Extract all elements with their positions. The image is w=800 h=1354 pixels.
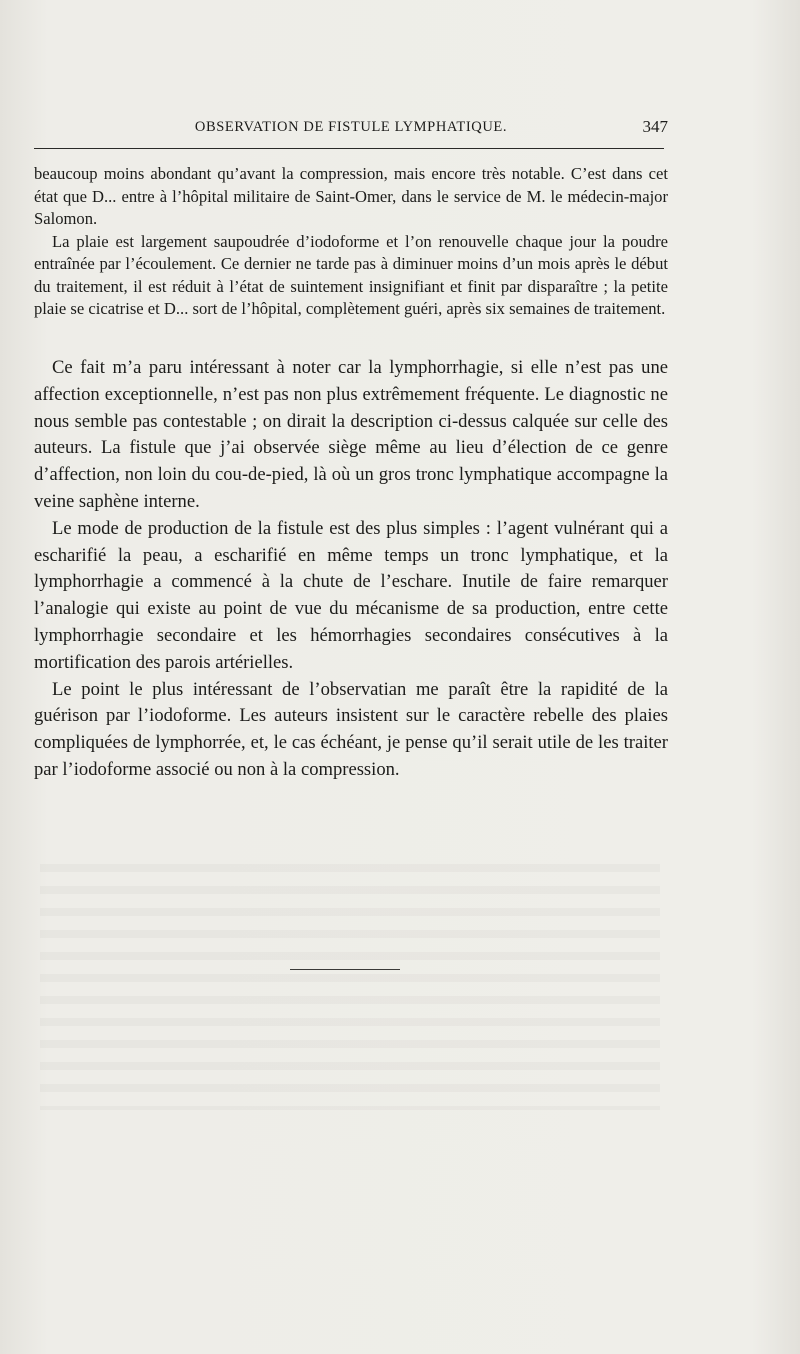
paragraph-discussion-2: Le mode de production de la fistule est des plus simples : l’agent vulnérant qui a escharifié la peau, a escharifié en même temps un tronc lymphatique, et la lymphorrhagie a commencé à la chute de l’eschare. Inutile de faire remarquer l’analogie qui existe au point de vue du mécanisme de sa production, entre cette lymphorrhagie secondaire et les hémorrhagies secondaires consécutives à la mortification des parois artérielles.: [34, 517, 668, 673]
paragraph-discussion-1: Ce fait m’a paru intéressant à noter car la lymphorrhagie, si elle n’est pas une affection exceptionnelle, n’est pas non plus extrêmement fréquente. Le diagnostic ne nous semble pas contestable ; on dirait la description ci-dessus calquée sur celle des auteurs. La fistule que j’ai observée siège même au lieu d’élection de ce genre d’affection, non loin du cou-de-pied, là où un gros tronc lymphatique accompagne la veine saphène interne.: [34, 357, 668, 512]
observation-conclusion: [34, 163, 668, 321]
discussion: [34, 355, 668, 784]
header-rule: [34, 148, 664, 149]
page-header: [34, 117, 668, 139]
page-number: 347: [642, 117, 668, 136]
show-through-texture: [40, 850, 660, 1110]
section-end-rule: [290, 969, 400, 970]
paragraph-intro-2: La plaie est largement saupoudrée d’iodoforme et l’on renouvelle chaque jour la poudre entraînée par l’écoulement. Ce dernier ne tarde pas à diminuer moins d’un mois après le début du traitement, il est réduit à l’état de suintement insignifiant et finit par disparaître ; la petite plaie se cicatrise et D... sort de l’hôpital, complètement guéri, après six semaines de traitement.: [34, 231, 668, 318]
paragraph-intro-1: beaucoup moins abondant qu’avant la compression, mais encore très notable. C’est dans cet état que D... entre à l’hôpital militaire de Saint-Omer, dans le service de M. le médecin-major Salomon.: [34, 164, 668, 228]
running-title: OBSERVATION DE FISTULE LYMPHATIQUE.: [194, 119, 508, 135]
paragraph-discussion-3: Le point le plus intéressant de l’observatian me paraît être la rapidité de la guérison par l’iodoforme. Les auteurs insistent sur le caractère rebelle des plaies compliquées de lymphorrée, et, le cas échéant, je pense qu’il serait utile de les traiter par l’iodoforme associé ou non à la compression.: [34, 678, 668, 780]
